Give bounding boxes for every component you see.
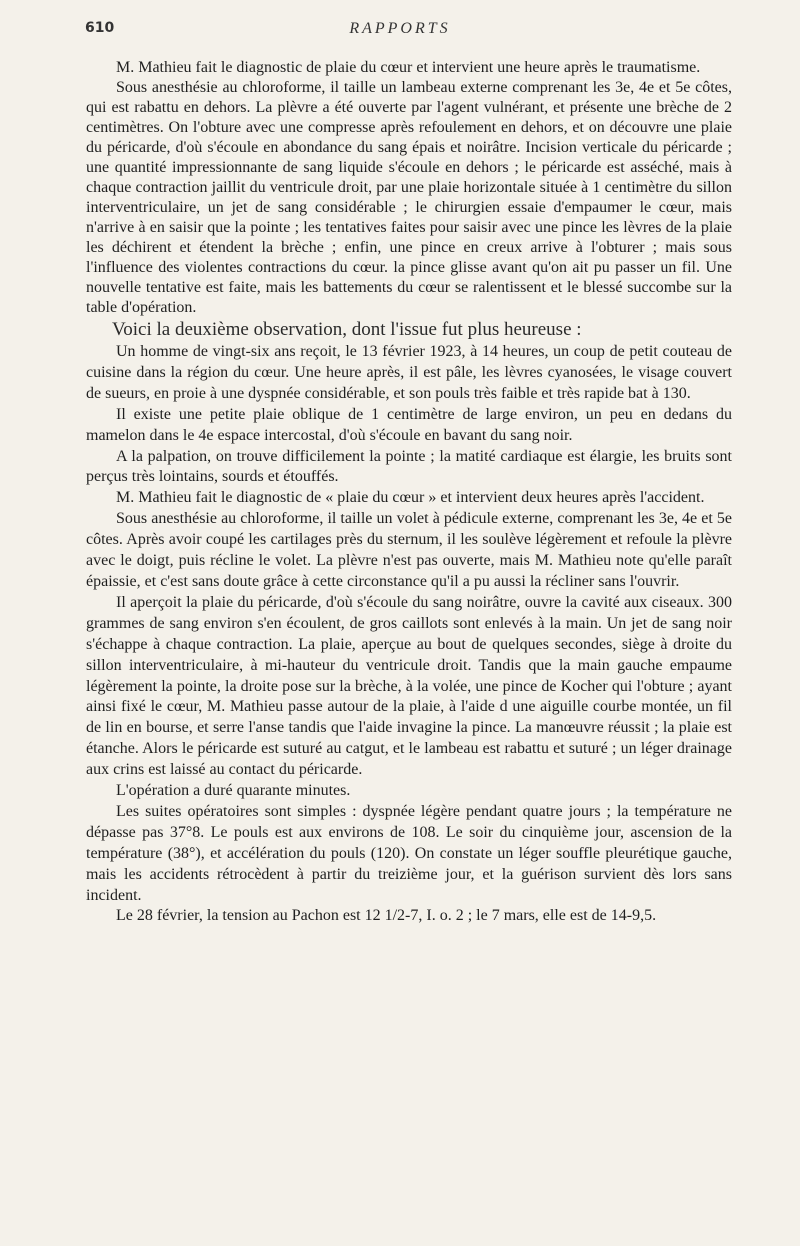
paragraph: Le 28 février, la tension au Pachon est 12 1/2-7, I. o. 2 ; le 7 mars, elle est de 14-9,5. [116,907,657,925]
paragraph: L'opération a duré quarante minutes. [116,782,351,800]
paragraph: M. Mathieu fait le diagnostic de plaie du cœur et intervient une heure après le traumatisme. [116,59,701,76]
section-heading: Voici la deuxième observation, dont l'issue fut plus heureuse : [112,319,582,340]
body-text [86,58,732,927]
paragraph: A la palpation, on trouve difficilement la pointe ; la matité cardiaque est élargie, les bruits sont perçus très lointains, sourds et étouffés. [86,447,732,486]
paragraph: Sous anesthésie au chloroforme, il taille un volet à pédicule externe, comprenant les 3e, 4e et 5e côtes. Après avoir coupé les cartilages près du sternum, il les soulève légèrement et refoule la plèvre avec le doigt, puis récline le volet. La plèvre n'est pas ouverte, mais M. Mathieu note qu'elle paraît épaissie, et c'est sans doute grâce à cette circonstance qu'il a pu aussi la récliner sans l'ouvrir. [86,510,732,590]
paragraph: Il aperçoit la plaie du péricarde, d'où s'écoule du sang noirâtre, ouvre la cavité aux ciseaux. 300 grammes de sang environ s'en écoulent, de gros caillots sont enlevés à la main. Un jet de sang noir s'échappe à chaque contraction. La plaie, aperçue au bout de quelques secondes, siège à droite du sillon interventriculaire, à mi-hauteur du ventricule droit. Tandis que la main gauche empaume légèrement la pointe, la droite pose sur la brèche, à la volée, une pince de Kocher qui l'obture ; ayant ainsi fixé le cœur, M. Mathieu passe autour de la plaie, à l'aide d une aiguille courbe montée, un fil de lin en bourse, et serre l'anse tandis que l'aide invagine la pince. La manœuvre réussit ; la plaie est étanche. Alors le péricarde est suturé au catgut, et le lambeau est rabattu et suturé ; un léger drainage aux crins est laissé au contact du péricarde. [86,593,732,779]
paragraph: Sous anesthésie au chloroforme, il taille un lambeau externe comprenant les 3e, 4e et 5e côtes, qui est rabattu en dehors. La plèvre a été ouverte par l'agent vulnérant, et présente une brèche de 2 centimètres. On l'obture avec une compresse après refoulement en dehors, et on découvre une plaie du péricarde, d'où s'écoule en abondance du sang épais et noirâtre. Incision verticale du péricarde ; une quantité impressionnante de sang liquide s'écoule en dehors ; le péricarde est asséché, mais à chaque contraction jaillit du ventricule droit, par une plaie horizontale située à 1 centimètre du sillon interventriculaire, un jet de sang considérable ; le chirurgien essaie d'empaumer le cœur, mais n'arrive à en saisir que la pointe ; les tentatives faites pour saisir avec une pince les lèvres de la plaie les déchirent et étendent la brèche ; enfin, une pince en creux arrive à l'obturer ; mais sous l'influence des violentes contractions du cœur. la pince glisse avant qu'on ait pu passer un fil. Une nouvelle tentative est faite, mais les battements du cœur se ralentissent et le blessé succombe sur la table d'opération. [86,79,732,316]
paragraph: M. Mathieu fait le diagnostic de « plaie du cœur » et intervient deux heures après l'accident. [116,489,705,507]
second-observation [86,342,732,927]
paragraph: Un homme de vingt-six ans reçoit, le 13 février 1923, à 14 heures, un coup de petit couteau de cuisine dans la région du cœur. Une heure après, il est pâle, les lèvres cyanosées, le visage couvert de sueurs, en proie à une dyspnée considérable, et son pouls très faible et très rapide bat à 130. [86,343,732,402]
page-header [0,14,800,44]
page-number: 610 [85,20,115,36]
running-title: RAPPORTS [349,20,451,37]
paragraph: Les suites opératoires sont simples : dyspnée légère pendant quatre jours ; la température ne dépasse pas 37°8. Le pouls est aux environs de 108. Le soir du cinquième jour, ascension de la température (38°), et accélération du pouls (120). On constate un léger souffle pleurétique gauche, mais les accidents rétrocèdent à partir du treizième jour, et la guérison survient dès lors sans incident. [86,802,732,904]
paragraph: Il existe une petite plaie oblique de 1 centimètre de large environ, un peu en dedans du mamelon dans le 4e espace intercostal, d'où s'écoule en bavant du sang noir. [86,405,732,444]
